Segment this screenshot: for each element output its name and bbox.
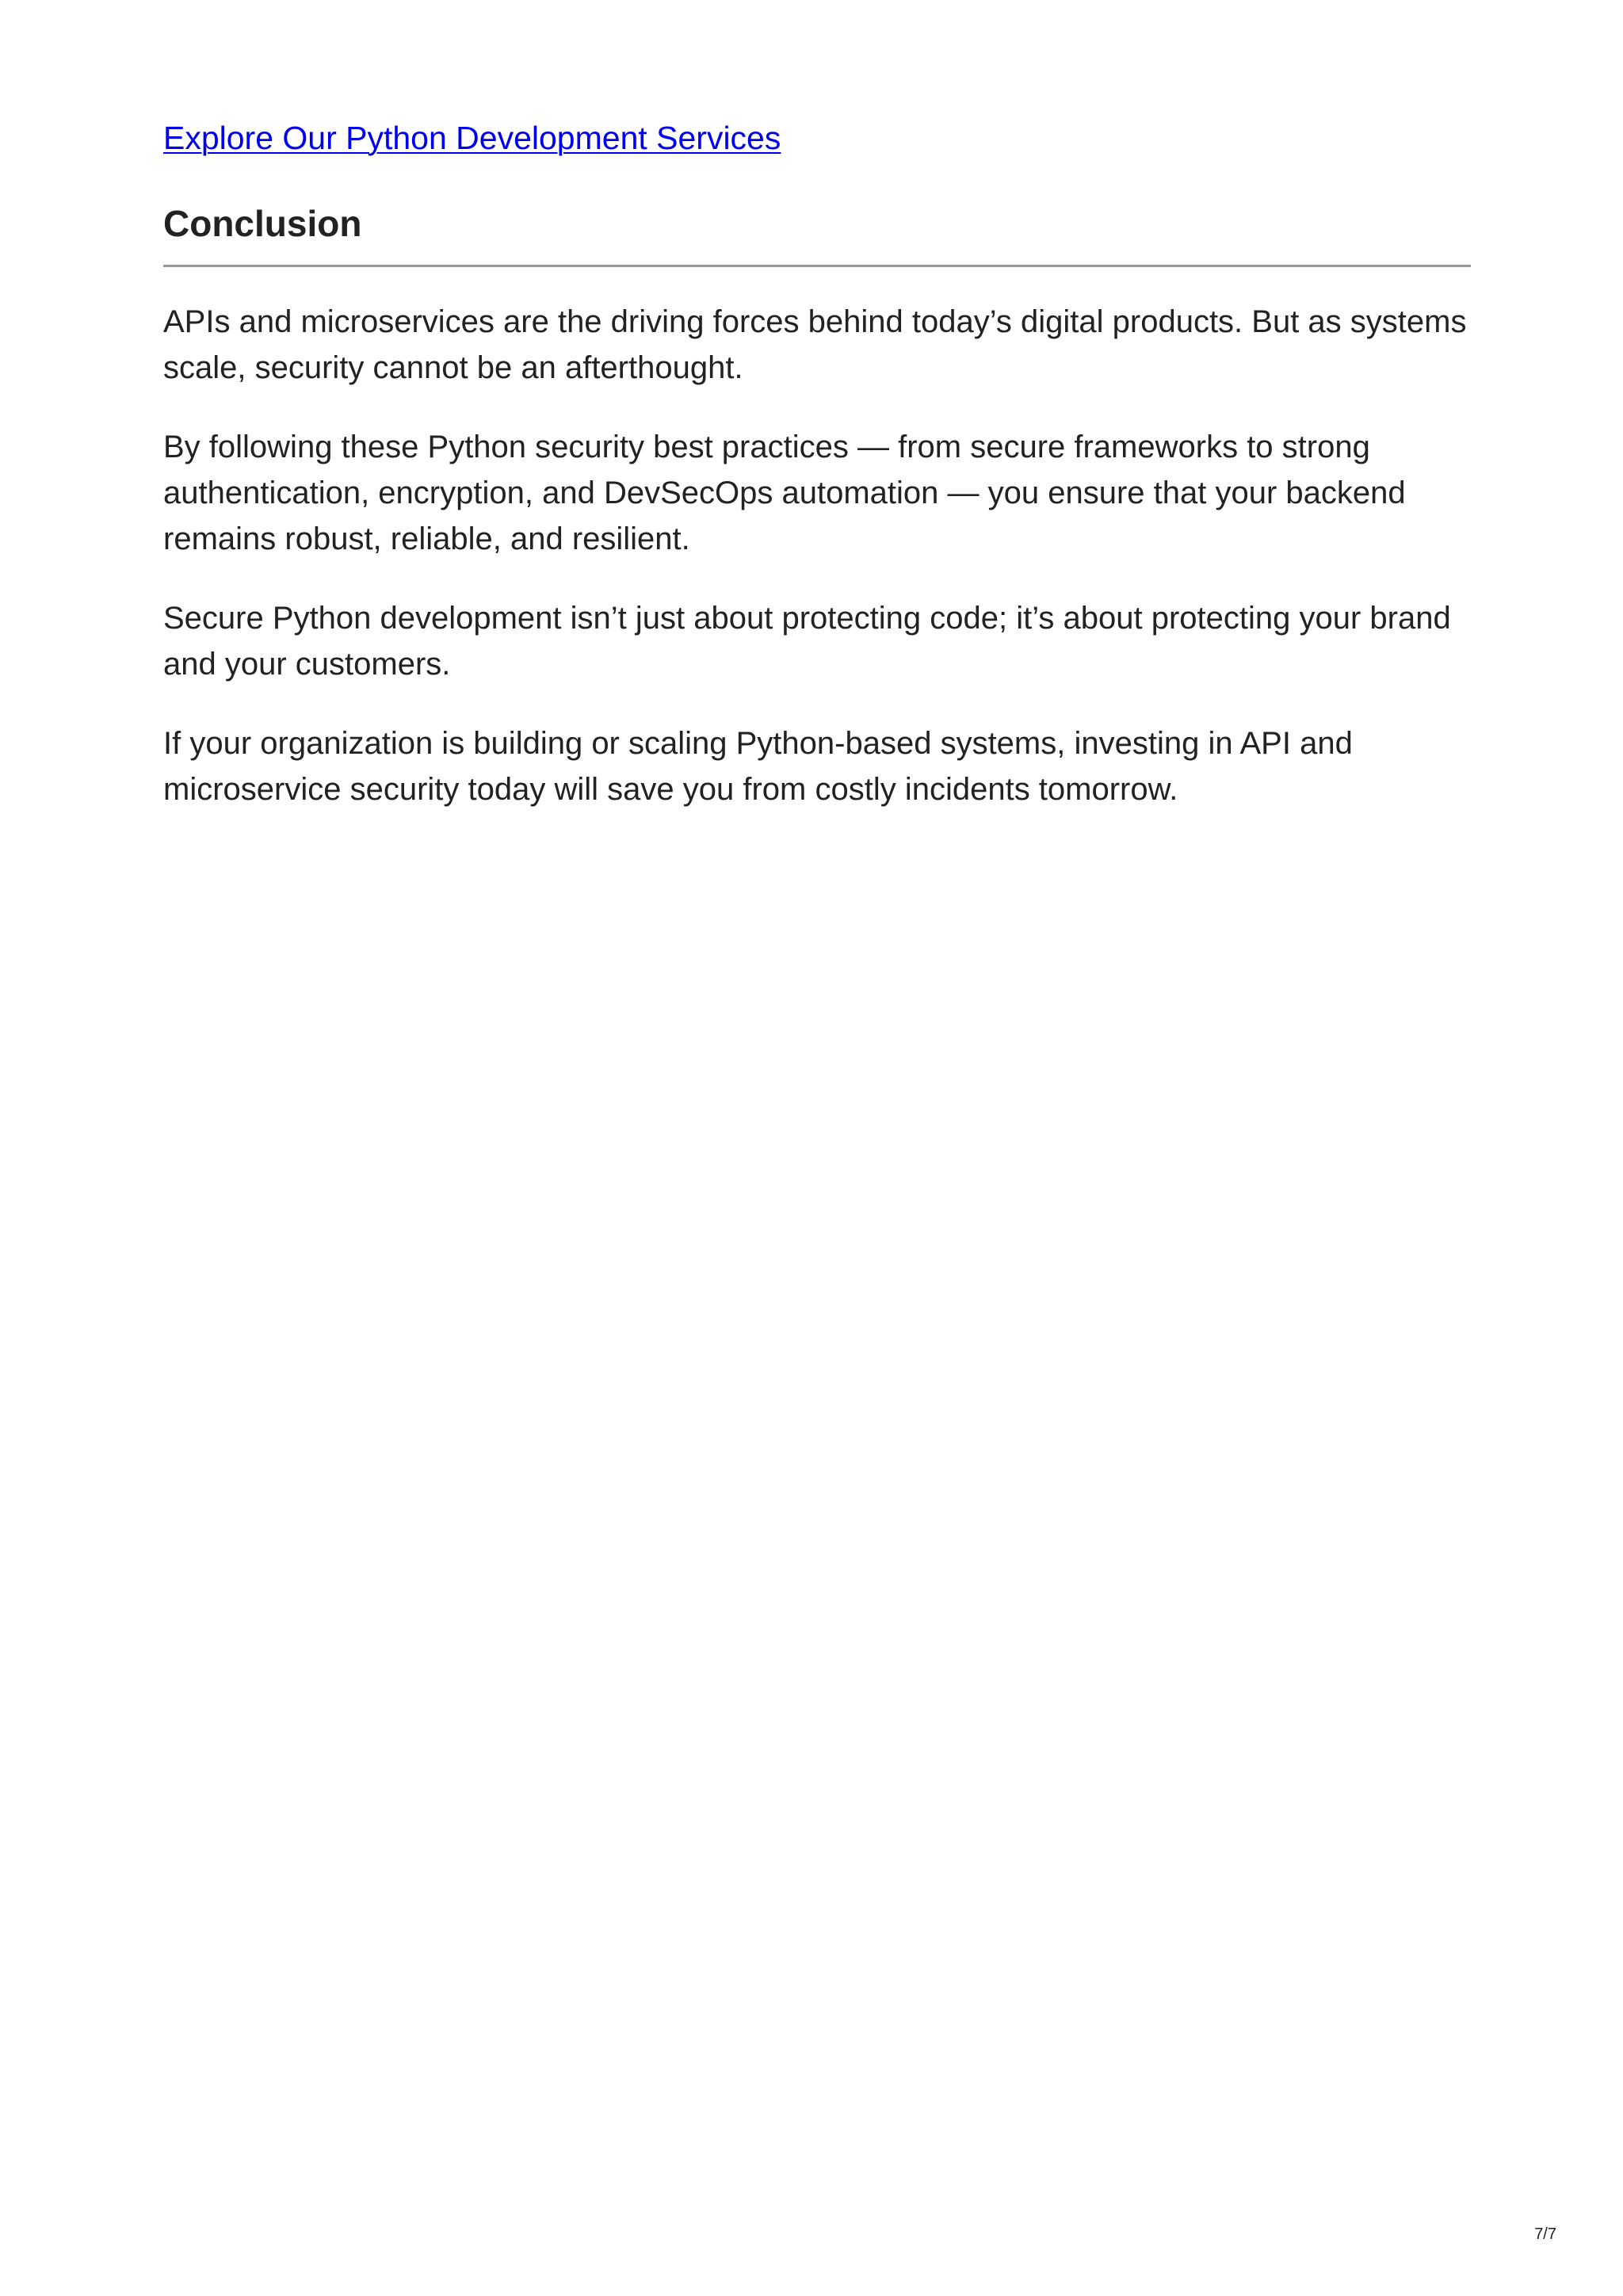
conclusion-paragraph-1: APIs and microservices are the driving forces behind today’s digital products. But as systems scale, security cannot be an afterthought. — [163, 304, 1467, 385]
document-content — [163, 111, 1471, 812]
conclusion-paragraph-3: Secure Python development isn’t just about protecting code; it’s about protecting your brand and your customers. — [163, 601, 1451, 682]
page-number: 7/7 — [1534, 2225, 1556, 2243]
explore-python-services-link[interactable]: Explore Our Python Development Services — [163, 120, 781, 156]
conclusion-paragraphs — [163, 299, 1471, 812]
conclusion-paragraph-2: By following these Python security best practices — from secure frameworks to strong authentication, encryption, and DevSecOps automation — you ensure that your backend remains robust, reliable, and resilient. — [163, 430, 1406, 556]
conclusion-heading: Conclusion — [163, 197, 1471, 267]
conclusion-paragraph-4: If your organization is building or scaling Python-based systems, investing in API and microservice security today will save you from costly incidents tomorrow. — [163, 726, 1353, 807]
